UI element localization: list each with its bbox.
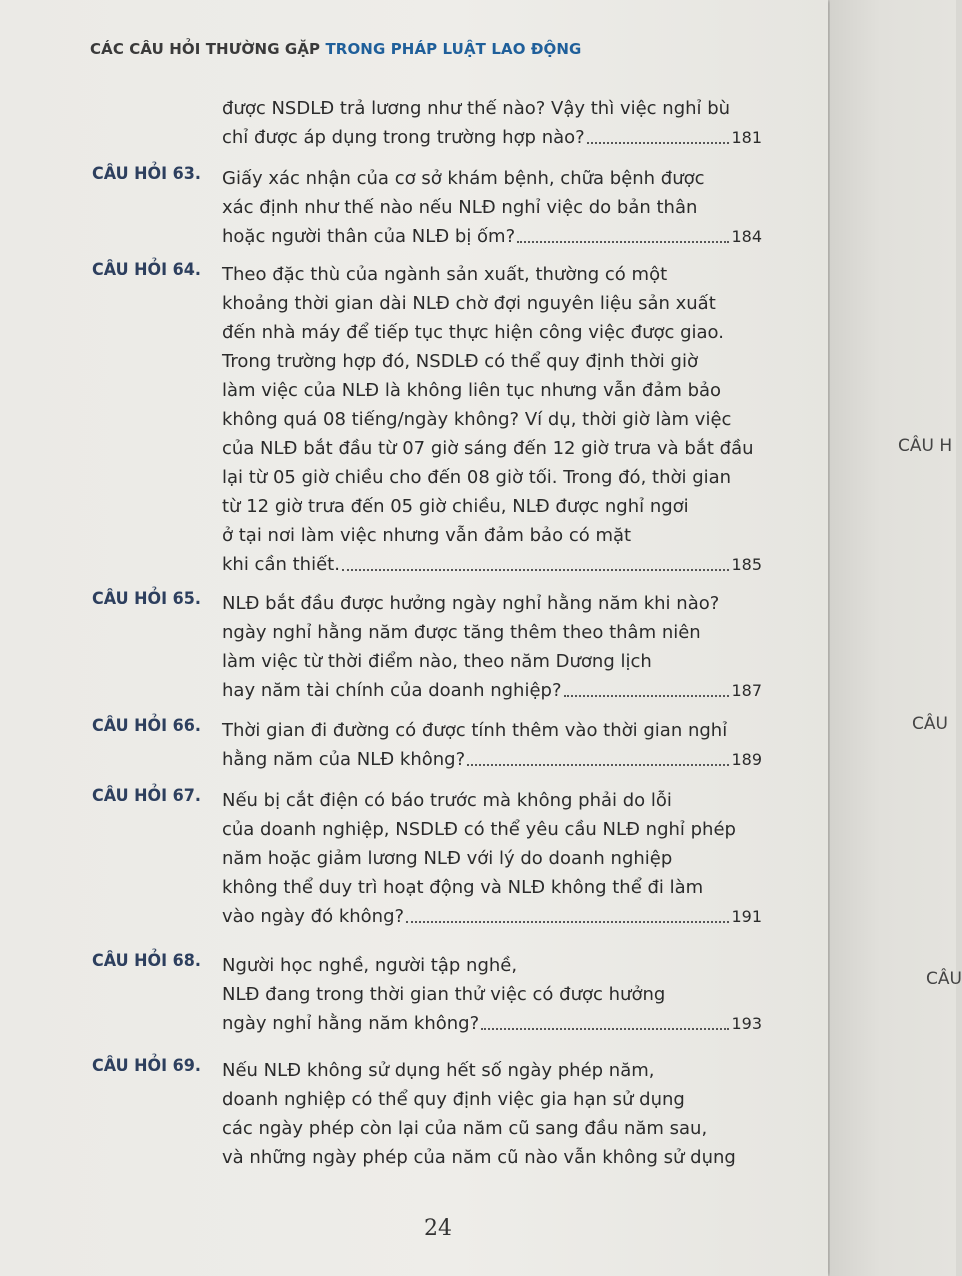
- entry-line: Trong trường hợp đó, NSDLĐ có thể quy định thời giờ: [222, 351, 698, 372]
- question-label: CÂU HỎI 68.: [92, 951, 201, 971]
- entry-page-number: 185: [731, 555, 762, 574]
- entry-lines: [222, 260, 762, 579]
- entry-page-number: 184: [731, 227, 762, 246]
- entry-line: các ngày phép còn lại của năm cũ sang đầu năm sau,: [222, 1118, 708, 1139]
- running-header: [90, 40, 581, 58]
- entry-page-number: 189: [731, 750, 762, 769]
- question-label: CÂU HỎI 66.: [92, 716, 201, 736]
- entry-line: khoảng thời gian dài NLĐ chờ đợi nguyên liệu sản xuất: [222, 293, 716, 314]
- entry-lines: [222, 1056, 762, 1172]
- entry-line: Nếu bị cắt điện có báo trước mà không phải do lỗi: [222, 790, 672, 811]
- entry-line-text: hằng năm của NLĐ không?: [222, 749, 466, 770]
- entry-line: ở tại nơi làm việc nhưng vẫn đảm bảo có mặt: [222, 525, 632, 546]
- dot-leader: [406, 920, 729, 923]
- entry-line: Thời gian đi đường có được tính thêm vào thời gian nghỉ: [222, 720, 728, 741]
- question-label: CÂU HỎI 67.: [92, 786, 201, 806]
- running-title-part2: TRONG PHÁP LUẬT LAO ĐỘNG: [325, 40, 582, 58]
- entry-line: không quá 08 tiếng/ngày không? Ví dụ, thời giờ làm việc: [222, 409, 732, 430]
- question-label: CÂU HỎI 65.: [92, 589, 201, 609]
- running-title-part1: CÁC CÂU HỎI THƯỜNG GẶP: [90, 40, 321, 58]
- entry-line: Nếu NLĐ không sử dụng hết số ngày phép năm,: [222, 1060, 655, 1081]
- entry-lines: [222, 164, 762, 251]
- next-page-edge: [830, 0, 962, 1276]
- entry-line-last: [222, 1009, 762, 1038]
- next-page-label: CÂU: [926, 969, 962, 989]
- entry-line: từ 12 giờ trưa đến 05 giờ chiều, NLĐ được nghỉ ngơi: [222, 496, 689, 517]
- entry-line-text: khi cần thiết.: [222, 554, 340, 575]
- entry-line-last: [222, 902, 762, 931]
- entry-line: lại từ 05 giờ chiều cho đến 08 giờ tối. Trong đó, thời gian: [222, 467, 732, 488]
- entry-line-last: [222, 123, 762, 152]
- question-label: CÂU HỎI 69.: [92, 1056, 201, 1076]
- entry-line-text: chỉ được áp dụng trong trường hợp nào?: [222, 127, 585, 148]
- entry-line-last: [222, 676, 762, 705]
- question-label: CÂU HỎI 64.: [92, 260, 201, 280]
- dot-leader: [564, 694, 730, 697]
- entry-line: doanh nghiệp có thể quy định việc gia hạn sử dụng: [222, 1089, 685, 1110]
- entry-line-last: [222, 745, 762, 774]
- entry-line-text: hay năm tài chính của doanh nghiệp?: [222, 680, 562, 701]
- entry-line: ngày nghỉ hằng năm được tăng thêm theo thâm niên: [222, 622, 701, 643]
- entry-page-number: 193: [731, 1014, 762, 1033]
- dot-leader: [517, 240, 729, 243]
- entry-lines: [222, 716, 762, 774]
- entry-line: của doanh nghiệp, NSDLĐ có thể yêu cầu NLĐ nghỉ phép: [222, 819, 736, 840]
- dot-leader: [587, 141, 730, 144]
- entry-line: Theo đặc thù của ngành sản xuất, thường có một: [222, 264, 668, 285]
- entry-line: năm hoặc giảm lương NLĐ với lý do doanh nghiệp: [222, 848, 673, 869]
- entry-line: đến nhà máy để tiếp tục thực hiện công việc được giao.: [222, 322, 724, 343]
- dot-leader: [481, 1027, 729, 1030]
- entry-line-last: [222, 550, 762, 579]
- entry-line: làm việc từ thời điểm nào, theo năm Dương lịch: [222, 651, 652, 672]
- entry-page-number: 187: [731, 681, 762, 700]
- next-page-label: CÂU: [912, 714, 948, 734]
- entry-line: được NSDLĐ trả lương như thế nào? Vậy thì việc nghỉ bù: [222, 98, 731, 119]
- dot-leader: [342, 568, 730, 571]
- entry-lines: [222, 589, 762, 705]
- entry-line: NLĐ đang trong thời gian thử việc có được hưởng: [222, 984, 666, 1005]
- entry-lines: [222, 94, 762, 152]
- next-page-label: CÂU H: [898, 436, 953, 456]
- entry-line-text: hoặc người thân của NLĐ bị ốm?: [222, 226, 516, 247]
- entry-line: không thể duy trì hoạt động và NLĐ không thể đi làm: [222, 877, 704, 898]
- entry-page-number: 191: [731, 907, 762, 926]
- entry-line: và những ngày phép của năm cũ nào vẫn không sử dụng: [222, 1147, 736, 1168]
- entry-line: NLĐ bắt đầu được hưởng ngày nghỉ hằng năm khi nào?: [222, 593, 720, 614]
- entry-line: xác định như thế nào nếu NLĐ nghỉ việc do bản thân: [222, 197, 698, 218]
- question-label: CÂU HỎI 63.: [92, 164, 201, 184]
- dot-leader: [467, 763, 729, 766]
- entry-line: làm việc của NLĐ là không liên tục nhưng vẫn đảm bảo: [222, 380, 722, 401]
- entry-line: Người học nghề, người tập nghề,: [222, 955, 518, 976]
- entry-line: của NLĐ bắt đầu từ 07 giờ sáng đến 12 giờ trưa và bắt đầu: [222, 438, 754, 459]
- entry-lines: [222, 786, 762, 931]
- entry-line: Giấy xác nhận của cơ sở khám bệnh, chữa bệnh được: [222, 168, 705, 189]
- entry-lines: [222, 951, 762, 1038]
- entry-line-text: ngày nghỉ hằng năm không?: [222, 1013, 480, 1034]
- entry-line-text: vào ngày đó không?: [222, 906, 405, 927]
- page-number: 24: [424, 1216, 452, 1241]
- entry-page-number: 181: [731, 128, 762, 147]
- entry-line-last: [222, 222, 762, 251]
